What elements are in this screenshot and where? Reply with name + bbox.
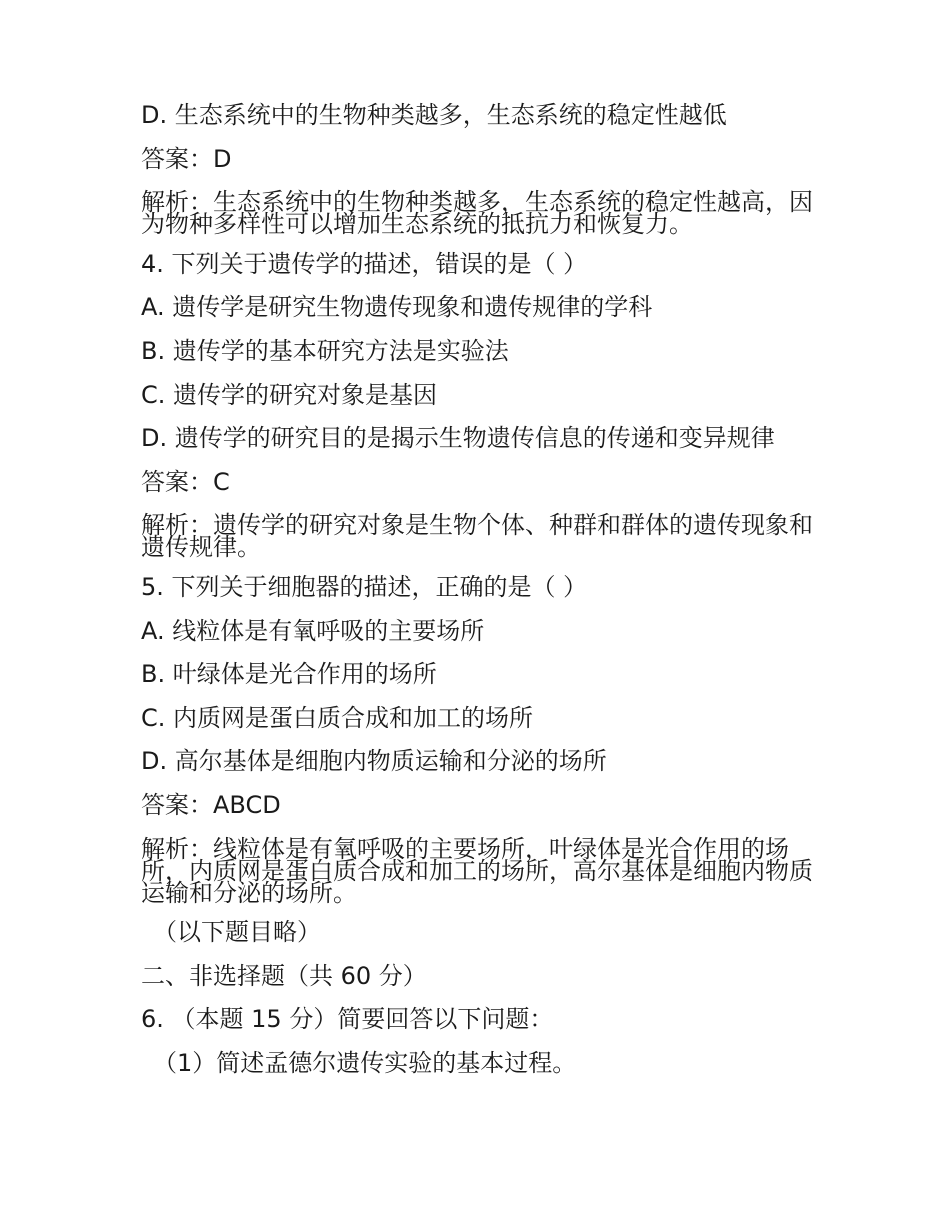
option-d-q3: D. 生态系统中的生物种类越多，生态系统的稳定性越低 xyxy=(141,101,727,129)
section-title: 二、非选择题（共 60 分） xyxy=(141,961,427,990)
option-b-q4: B. 遗传学的基本研究方法是实验法 xyxy=(141,336,509,365)
document-page xyxy=(141,100,821,1091)
answer-q3: 答案：D xyxy=(141,144,232,173)
option-a-q5: A. 线粒体是有氧呼吸的主要场所 xyxy=(141,616,485,645)
analysis-q3: 解析：生态系统中的生物种类越多，生态系统的稳定性越高，因为物种多样性可以增加生态系统的抵抗力和恢复力。 xyxy=(141,188,813,239)
answer-q4: 答案：C xyxy=(141,467,230,496)
answer-q5: 答案：ABCD xyxy=(141,790,281,819)
analysis-q5: 解析：线粒体是有氧呼吸的主要场所，叶绿体是光合作用的场所，内质网是蛋白质合成和加工的场所，高尔基体是细胞内物质运输和分泌的场所。 xyxy=(141,834,813,907)
analysis-q4: 解析：遗传学的研究对象是生物个体、种群和群体的遗传现象和遗传规律。 xyxy=(141,511,813,562)
option-c-q5: C. 内质网是蛋白质合成和加工的场所 xyxy=(141,703,534,732)
omitted-note: （以下题目略） xyxy=(153,918,321,947)
question-6-part-1: （1）简述孟德尔遗传实验的基本过程。 xyxy=(153,1048,577,1077)
option-c-q4: C. 遗传学的研究对象是基因 xyxy=(141,380,438,409)
option-d-q4: D. 遗传学的研究目的是揭示生物遗传信息的传递和变异规律 xyxy=(141,424,775,453)
question-6: 6. （本题 15 分）简要回答以下问题： xyxy=(141,1005,554,1034)
option-b-q5: B. 叶绿体是光合作用的场所 xyxy=(141,660,437,689)
question-5: 5. 下列关于细胞器的描述，正确的是（ ） xyxy=(141,572,588,601)
question-4: 4. 下列关于遗传学的描述，错误的是（ ） xyxy=(141,249,588,278)
option-d-q5: D. 高尔基体是细胞内物质运输和分泌的场所 xyxy=(141,747,607,776)
option-a-q4: A. 遗传学是研究生物遗传现象和遗传规律的学科 xyxy=(141,293,653,322)
